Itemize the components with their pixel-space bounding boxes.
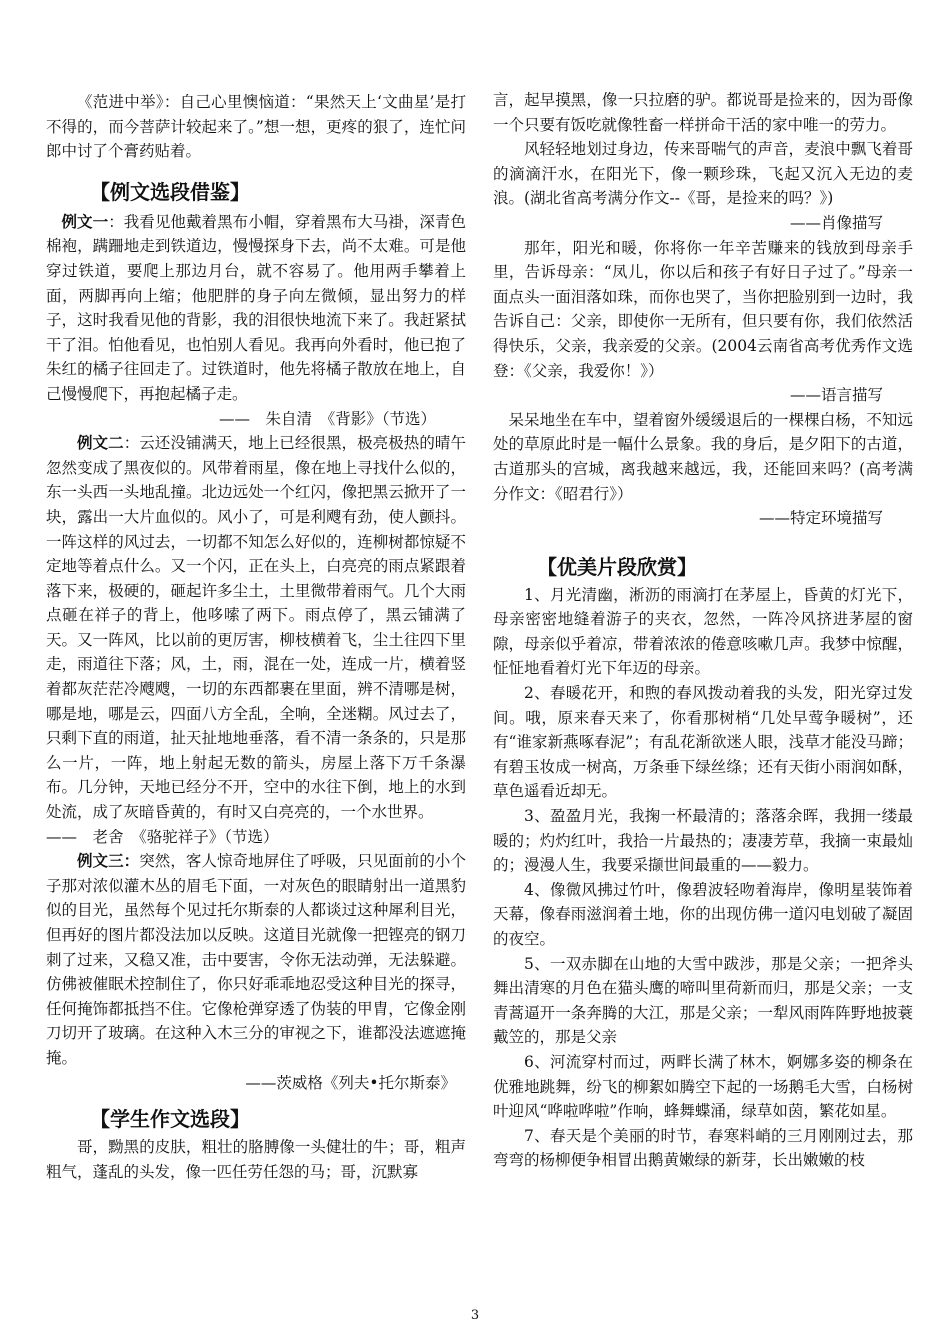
example-3-label: 例文三： <box>77 851 140 871</box>
right-column <box>493 90 913 1173</box>
example-3 <box>46 849 466 1070</box>
example-3-source: ——茨威格《列夫•托尔斯泰》 <box>245 1073 456 1092</box>
example-1-label: 例文一 <box>61 211 109 231</box>
example-1 <box>46 210 466 407</box>
left-column <box>46 90 466 1184</box>
student-essay-zhaojun: 呆呆地坐在车中，望着窗外缓缓退后的一棵棵白杨，不知远处的草原此时是一幅什么景象。我的身后，是夕阳下的古道，古道那头的宫城，离我越来越远，我，还能回来吗？(高考满分作文：《昭君行》） <box>493 410 913 503</box>
section-heading-beautiful-passages: 【优美片段欣赏】 <box>537 554 697 579</box>
section-heading-example-excerpts: 【例文选段借鉴】 <box>90 179 250 204</box>
example-2-text: ：云还没铺满天，地上已经很黑，极亮极热的晴午忽然变成了黑夜似的。风带着雨星，像在地上寻找什么似的，东一头西一头地乱撞。北边远处一个红闪，像把黑云掀开了一块，露出一大片血似的。风小了，可是利飕有劲，使人颤抖。一阵这样的风过去，一切都不知怎么好似的，连柳树都惊疑不定地等着点什么。又一个闪，正在头上，白亮亮的雨点紧跟着落下来，极硬的，砸起许多尘土，土里微带着雨气。几个大雨点砸在祥子的背上，他哆嗦了两下。雨点停了，黑云铺满了天。又一阵风，比以前的更厉害，柳枝横着飞，尘土往四下里走，雨道往下落；风，土，雨，混在一处，连成一片，横着竖着都灰茫茫冷飕飕，一切的东西都裹在里面，辨不清哪是树，哪是地，哪是云，四面八方全乱，全响，全迷糊。风过去了，只剩下直的雨道，扯天扯地地垂落，看不清一条条的，只是那么一片，一阵，地上射起无数的箭头，房屋上落下万千条瀑布。几分钟，天地已经分不开，空中的水往下倒，地上的水到处流，成了灰暗昏黄的，有时又白亮亮的，一个水世界。 <box>46 434 466 822</box>
example-1-text: ：我看见他戴着黑布小帽，穿着黑布大马褂，深青色棉袍，蹒跚地走到铁道边，慢慢探身下去，尚不太难。可是他穿过铁道，要爬上那边月台，就不容易了。他用两手攀着上面，两脚再向上缩；他肥胖的身子向左微倾，显出努力的样子，这时我看见他的背影，我的泪很快地流下来了。我赶紧拭干了泪。怕他看见，也怕别人看见。我再向外看时，他已抱了朱红的橘子往回走了。过铁道时，他先将橘子散放在地上，自己慢慢爬下，再抱起橘子走。 <box>46 212 466 403</box>
student-essay-brother-start: 哥，黝黑的皮肤，粗壮的胳膊像一头健壮的牛；哥，粗声粗气，蓬乱的头发，像一匹任劳任怨的马；哥，沉默寡 <box>46 1138 466 1181</box>
example-1-source: —— 朱自清 《背影》（节选） <box>218 409 436 428</box>
fanjin-quote: 《范进中举》：自己心里懊恼道：“果然天上‘文曲星’是打不得的，而今菩萨计较起来了。”想一想，更疼的狠了，连忙问郎中讨了个膏药贴着。 <box>46 93 466 161</box>
page-number: 3 <box>470 1308 480 1323</box>
passage-item: 2、春暖花开，和煦的春风拨动着我的头发，阳光穿过发间。哦，原来春天来了，你看那树梢“几处早莺争暖树”，还有“谁家新燕啄春泥”；有乱花渐欲迷人眼，浅草才能没马蹄；有碧玉妆成一树高，万条垂下绿丝绦；还有天街小雨润如酥，草色遥看近却无。 <box>493 684 913 801</box>
student-essay-father: 那年，阳光和暖，你将你一年辛苦赚来的钱放到母亲手里，告诉母亲：“凤儿，你以后和孩子有好日子过了。”母亲一面点头一面泪落如珠，而你也哭了，当你把脸别到一边时，我告诉自己：父亲，即使你一无所有，但只要有你，我们依然活得快乐，父亲，我亲爱的父亲。(2004云南省高考优秀作文选登：《父亲，我爱你！》） <box>493 238 913 380</box>
passage-item: 1、月光清幽，淅沥的雨滴打在茅屋上，昏黄的灯光下，母亲密密地缝着游子的夹衣，忽然，一阵冷风挤进茅屋的窗隙，母亲似乎着凉，带着浓浓的倦意咳嗽几声。我梦中惊醒，怔怔地看着灯光下年迈的母亲。 <box>493 585 913 678</box>
passage-item: 5、一双赤脚在山地的大雪中跋涉，那是父亲；一把斧头舞出清寒的月色在猫头鹰的啼叫里荷新而归，那是父亲；一支青蒿逼开一条奔腾的大江，那是父亲；一犁风雨阵阵野地披蓑戴笠的，那是父亲 <box>493 954 913 1047</box>
student-essay-wind: 风轻轻地划过身边，传来哥喘气的声音，麦浪中飘飞着哥的滴滴汗水，在阳光下，像一颗珍珠，飞起又沉入无边的麦浪。(湖北省高考满分作文--《哥，是捡来的吗？》) <box>493 140 913 208</box>
example-3-text: 突然，客人惊奇地屏住了呼吸，只见面前的小个子那对浓似灌木丛的眉毛下面，一对灰色的眼睛射出一道黑豹似的目光，虽然每个见过托尔斯泰的人都谈过这种犀利目光，但再好的图片都没法加以反映。这道目光就像一把铿亮的钢刀刺了过来，又稳又准，击中要害，令你无法动弹，无法躲避。仿佛被催眠术控制住了，你只好乖乖地忍受这种目光的探寻，任何掩饰都抵挡不住。它像枪弹穿透了伪装的甲胄，它像金刚刀切开了玻璃。在这种入木三分的审视之下，谁都没法遮遮掩掩。 <box>46 852 466 1067</box>
example-2-source: —— 老舍 《骆驼祥子》（节选） <box>46 827 279 846</box>
example-2 <box>46 431 466 825</box>
tag-language-description: ——语言描写 <box>789 386 883 405</box>
section-heading-student-essays: 【学生作文选段】 <box>90 1107 250 1132</box>
passage-item: 4、像微风拂过竹叶，像碧波轻吻着海岸，像明星装饰着天幕，像春雨滋润着土地，你的出现仿佛一道闪电划破了凝固的夜空。 <box>493 880 913 948</box>
passage-item: 6、河流穿村而过，两畔长满了林木，婀娜多姿的柳条在优雅地跳舞，纷飞的柳絮如腾空下起的一场鹅毛大雪，白杨树叶迎风“哗啦哗啦”作响，蜂舞蝶涌，绿草如茵，繁花如星。 <box>493 1052 913 1121</box>
tag-portrait-description: ——肖像描写 <box>789 213 883 232</box>
passage-item: 7、春天是个美丽的时节，春寒料峭的三月刚刚过去，那弯弯的杨柳便争相冒出鹅黄嫩绿的新芽，长出嫩嫩的枝 <box>493 1126 913 1170</box>
tag-environment-description: ——特定环境描写 <box>758 509 883 528</box>
passage-item: 3、盈盈月光，我掬一杯最清的；落落余晖，我拥一缕最暖的；灼灼红叶，我拾一片最热的；凄凄芳草，我摘一束最灿的；漫漫人生，我要采撷世间最重的——毅力。 <box>493 807 913 875</box>
student-essay-brother-cont: 言，起早摸黑，像一只拉磨的驴。都说哥是捡来的，因为哥像一个只要有饭吃就像牲畜一样拼命干活的家中唯一的劳力。 <box>493 91 913 134</box>
example-2-label: 例文二 <box>77 433 124 453</box>
